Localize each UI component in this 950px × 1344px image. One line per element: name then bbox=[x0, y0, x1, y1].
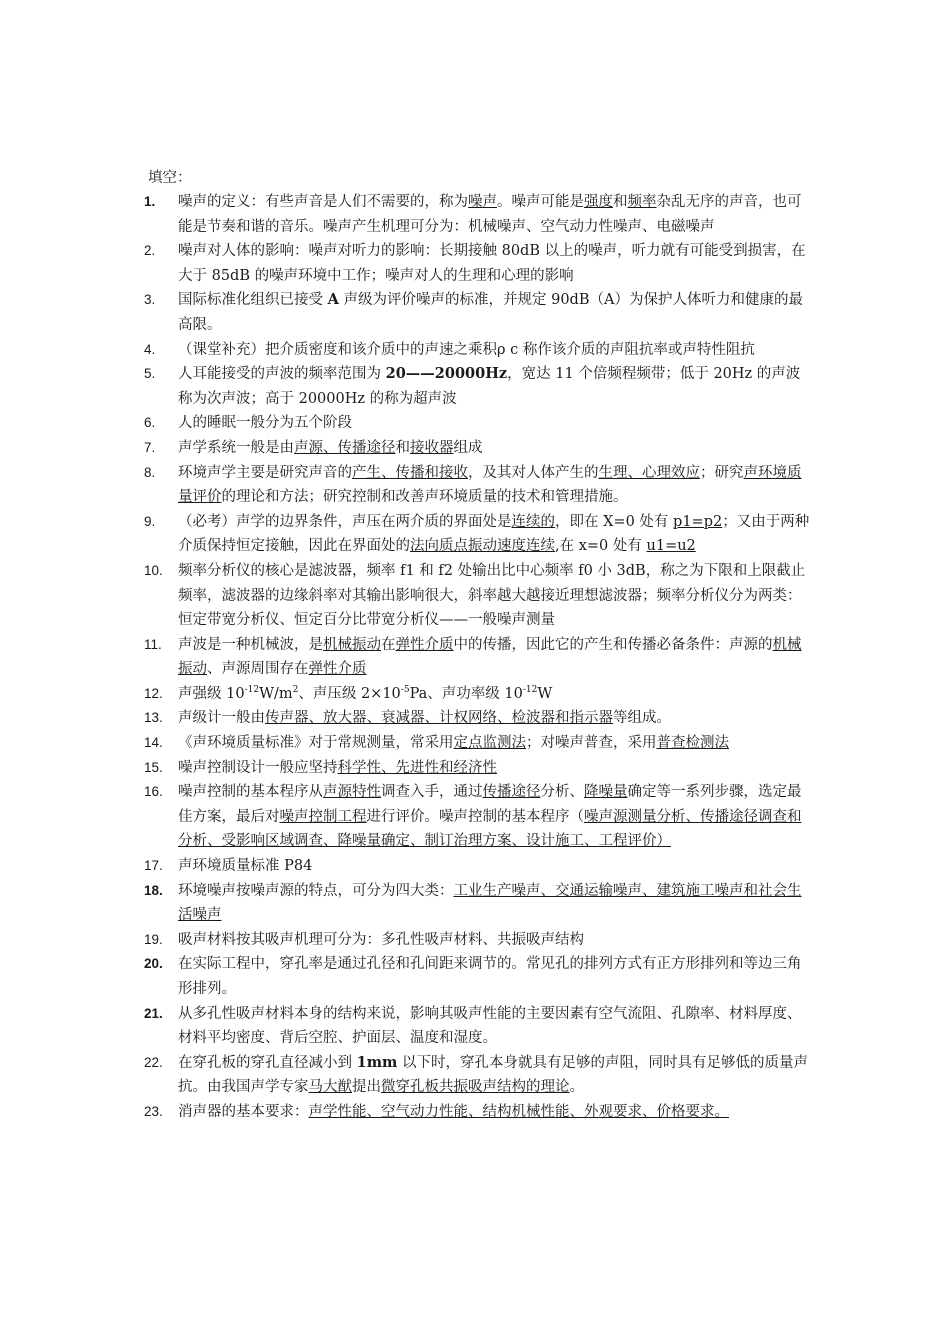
underlined-answer: 机械振动 bbox=[323, 636, 381, 653]
item-text: W/m bbox=[259, 685, 293, 702]
item-text: 声学系统一般是由 bbox=[178, 439, 294, 456]
item-text: 从多孔性吸声材料本身的结构来说，影响其吸声性能的主要因素有空气流阻、孔隙率、材料厚度、材料平均密度、背后空腔、护面层、温度和湿度。 bbox=[178, 1005, 802, 1047]
item-text: （课堂补充）把介质密度和该介质中的声速之乘积ρ c 称作该介质的声阻抗率或声特性阻抗 bbox=[178, 341, 755, 358]
item-text: 提出 bbox=[352, 1079, 381, 1096]
item-text: 噪声的定义：有些声音是人们不需要的，称为 bbox=[178, 194, 468, 210]
item-text: 声级为评价噪声的标准，并规定 90dB（A）为保护人体听力和健康的最高限。 bbox=[178, 292, 803, 333]
item-text: 杂乱无序的声音，也可能是节奏和谐的音乐。噪声产生机理可分为：机械噪声、空气动力性噪声、电磁噪声 bbox=[178, 194, 802, 235]
list-item bbox=[0, 928, 950, 953]
list-item bbox=[0, 559, 950, 633]
item-text: 环境声学主要是研究声音的 bbox=[178, 464, 352, 481]
item-number: 12. bbox=[144, 685, 163, 701]
item-text: ；对噪声普查，采用 bbox=[526, 735, 657, 752]
list-item bbox=[0, 633, 950, 682]
item-text: 。噪声可能是 bbox=[497, 194, 584, 210]
list-item bbox=[0, 780, 950, 854]
list-item bbox=[0, 879, 950, 928]
underlined-answer: 产生、传播和接收 bbox=[352, 464, 468, 481]
item-text: 国际标准化组织已接受 bbox=[178, 292, 328, 309]
item-text: 人耳能接受的声波的频率范围为 bbox=[178, 366, 386, 383]
item-text: ,在 x=0 处有 bbox=[555, 538, 647, 555]
item-number: 2. bbox=[144, 243, 156, 259]
item-text: 中的传播，因此它的产生和传播必备条件：声源的 bbox=[453, 636, 773, 653]
item-text: 和 bbox=[395, 439, 410, 456]
item-number: 17. bbox=[144, 858, 163, 874]
item-text: 的理论和方法；研究控制和改善声环境质量的技术和管理措施。 bbox=[221, 489, 628, 506]
underlined-answer: 机械振动 bbox=[178, 636, 802, 678]
list-item bbox=[0, 854, 950, 879]
list-item bbox=[0, 239, 950, 288]
list-item bbox=[0, 436, 950, 461]
item-text: 调查入手，通过 bbox=[381, 784, 483, 801]
item-text: ；又由于两种介质保持恒定接触，因此在界面处的 bbox=[178, 513, 810, 555]
item-text: 进行评价。噪声控制的基本程序（ bbox=[366, 808, 584, 825]
underlined-answer: 降噪量 bbox=[584, 784, 628, 801]
item-text: 。 bbox=[569, 1079, 584, 1096]
item-number: 15. bbox=[144, 759, 163, 775]
list-item bbox=[0, 288, 950, 337]
underlined-answer: 接收器 bbox=[410, 439, 454, 456]
item-text: 消声器的基本要求： bbox=[178, 1103, 309, 1120]
list-item bbox=[0, 190, 950, 239]
question-list bbox=[0, 190, 950, 1125]
underlined-answer: 马大猷 bbox=[308, 1079, 352, 1096]
underlined-answer: 工业生产噪声、交通运输噪声、建筑施工噪声和社会生活噪声 bbox=[178, 882, 802, 924]
underlined-answer: 频率 bbox=[627, 194, 657, 210]
item-text: 确定等一系列步骤，选定最佳方案，最后对 bbox=[178, 784, 802, 825]
underlined-answer: 传声器、放大器、衰减器、计权网络、检波器和指示器 bbox=[265, 710, 613, 727]
list-item bbox=[0, 461, 950, 510]
item-number: 1. bbox=[144, 194, 156, 209]
underlined-answer: 微穿孔板共振吸声结构的理论 bbox=[381, 1079, 570, 1096]
list-item bbox=[0, 362, 950, 411]
item-number: 20. bbox=[144, 956, 163, 972]
list-item bbox=[0, 682, 950, 707]
list-item bbox=[0, 1100, 950, 1125]
item-text: ，及其对人体产生的 bbox=[468, 464, 599, 481]
item-text: 声强级 10 bbox=[178, 685, 245, 702]
item-number: 10. bbox=[144, 562, 163, 578]
item-text: 在穿孔板的穿孔直径减小到 bbox=[178, 1054, 357, 1071]
item-text: 以下时，穿孔本身就具有足够的声阻，同时具有足够低的质量声抗。由我国声学专家 bbox=[178, 1054, 808, 1096]
item-number: 13. bbox=[144, 710, 163, 726]
item-number: 5. bbox=[144, 366, 156, 382]
underlined-answer: 科学性、先进性和经济性 bbox=[337, 759, 497, 776]
item-text: 、声源周围存在 bbox=[207, 661, 309, 678]
superscript: -12 bbox=[522, 685, 538, 696]
item-text: 噪声控制设计一般应坚持 bbox=[178, 759, 338, 776]
underlined-answer: 声学性能、空气动力性能、结构机械性能、外观要求、价格要求。 bbox=[308, 1103, 729, 1120]
list-item bbox=[0, 952, 950, 1001]
item-text: 和 bbox=[613, 194, 628, 210]
item-text: 在 bbox=[381, 636, 396, 653]
underlined-answer: 弹性介质 bbox=[395, 636, 454, 653]
item-number: 4. bbox=[144, 341, 156, 357]
underlined-answer: 噪声源测量分析、传播途径调查和分析、受影响区域调查、降噪量确定、制订治理方案、设计施工、工程评价） bbox=[178, 808, 802, 850]
item-number: 11. bbox=[144, 636, 162, 652]
item-text: 声环境质量标准 P84 bbox=[178, 858, 313, 875]
item-number: 19. bbox=[144, 931, 163, 947]
underlined-answer: p1=p2 bbox=[673, 513, 723, 530]
item-text: （必考）声学的边界条件，声压在两介质的界面处是 bbox=[178, 513, 512, 530]
item-number: 8. bbox=[144, 464, 156, 480]
item-number: 18. bbox=[144, 882, 163, 898]
item-text: 等组成。 bbox=[613, 710, 671, 727]
item-text: 20——20000Hz bbox=[385, 365, 508, 383]
item-text: 人的睡眠一般分为五个阶段 bbox=[178, 415, 352, 432]
underlined-answer: 生理、心理效应 bbox=[598, 464, 700, 481]
item-text: 声波是一种机械波，是 bbox=[178, 636, 323, 653]
item-number: 14. bbox=[144, 735, 163, 751]
superscript: -5 bbox=[400, 685, 410, 696]
superscript: 2 bbox=[292, 685, 299, 696]
underlined-answer: 连续的 bbox=[511, 513, 555, 530]
underlined-answer: 法向质点振动速度连续 bbox=[410, 538, 555, 555]
section-heading: 填空： bbox=[148, 170, 192, 186]
item-text: 噪声控制的基本程序从 bbox=[178, 784, 323, 801]
item-number: 22. bbox=[144, 1054, 163, 1070]
underlined-answer: 强度 bbox=[584, 194, 613, 210]
item-text: 环境噪声按噪声源的特点，可分为四大类： bbox=[178, 882, 454, 899]
item-text: 《声环境质量标准》对于常规测量，常采用 bbox=[178, 735, 454, 752]
item-number: 23. bbox=[144, 1103, 163, 1119]
list-item bbox=[0, 731, 950, 756]
item-text: W bbox=[537, 685, 553, 702]
item-number: 6. bbox=[144, 415, 156, 431]
item-text: 分析、 bbox=[540, 784, 584, 801]
item-text: 频率分析仪的核心是滤波器，频率 f1 和 f2 处输出比中心频率 f0 小 3dB，称之为下限和上限截止频率，滤波器的边缘斜率对其输出影响很大，斜率越大越接近理想滤波器；频率分析仪分为两类：恒定带宽分析仪、恒定百分比带宽分析仪——一般噪声测量 bbox=[178, 562, 806, 629]
item-text: 噪声对人体的影响：噪声对听力的影响：长期接触 80dB 以上的噪声，听力就有可能受到损害，在大于 85dB 的噪声环境中工作；噪声对人的生理和心理的影响 bbox=[178, 243, 806, 284]
item-text: Pa、声功率级 10 bbox=[409, 685, 523, 702]
item-number: 3. bbox=[144, 292, 156, 308]
underlined-answer: 传播途径 bbox=[482, 784, 541, 801]
item-text: 吸声材料按其吸声机理可分为：多孔性吸声材料、共振吸声结构 bbox=[178, 931, 584, 948]
list-item bbox=[0, 756, 950, 781]
item-text: 声级计一般由 bbox=[178, 710, 265, 727]
item-text: 、声压级 2×10 bbox=[298, 685, 401, 702]
list-item bbox=[0, 706, 950, 731]
underlined-answer: 弹性介质 bbox=[308, 661, 367, 678]
list-item bbox=[0, 1051, 950, 1100]
item-text: 1mm bbox=[356, 1053, 398, 1071]
superscript: -12 bbox=[244, 685, 260, 696]
underlined-answer: u1=u2 bbox=[646, 538, 696, 555]
underlined-answer: 普查检测法 bbox=[656, 735, 729, 752]
item-text: 组成 bbox=[453, 439, 483, 456]
list-item bbox=[0, 510, 950, 559]
item-number: 16. bbox=[144, 784, 163, 800]
item-text: ，宽达 11 个倍频程频带；低于 20Hz 的声波称为次声波；高于 20000Hz 的称为超声波 bbox=[178, 366, 801, 407]
item-number: 21. bbox=[144, 1005, 163, 1021]
item-text: A bbox=[327, 291, 339, 309]
item-number: 7. bbox=[144, 439, 156, 455]
item-text: ；研究 bbox=[700, 464, 744, 481]
item-text: 在实际工程中，穿孔率是通过孔径和孔间距来调节的。常见孔的排列方式有正方形排列和等边三角形排列。 bbox=[178, 956, 802, 997]
list-item bbox=[0, 411, 950, 436]
underlined-answer: 声源、传播途径 bbox=[294, 439, 396, 456]
list-item bbox=[0, 1002, 950, 1051]
item-number: 9. bbox=[144, 513, 156, 529]
underlined-answer: 声环境质量评价 bbox=[178, 464, 802, 506]
underlined-answer: 定点监测法 bbox=[453, 735, 526, 752]
underlined-answer: 噪声 bbox=[468, 194, 497, 210]
list-item bbox=[0, 338, 950, 363]
underlined-answer: 声源特性 bbox=[323, 784, 381, 801]
item-text: ，即在 X=0 处有 bbox=[555, 513, 674, 530]
underlined-answer: 噪声控制工程 bbox=[279, 808, 367, 825]
